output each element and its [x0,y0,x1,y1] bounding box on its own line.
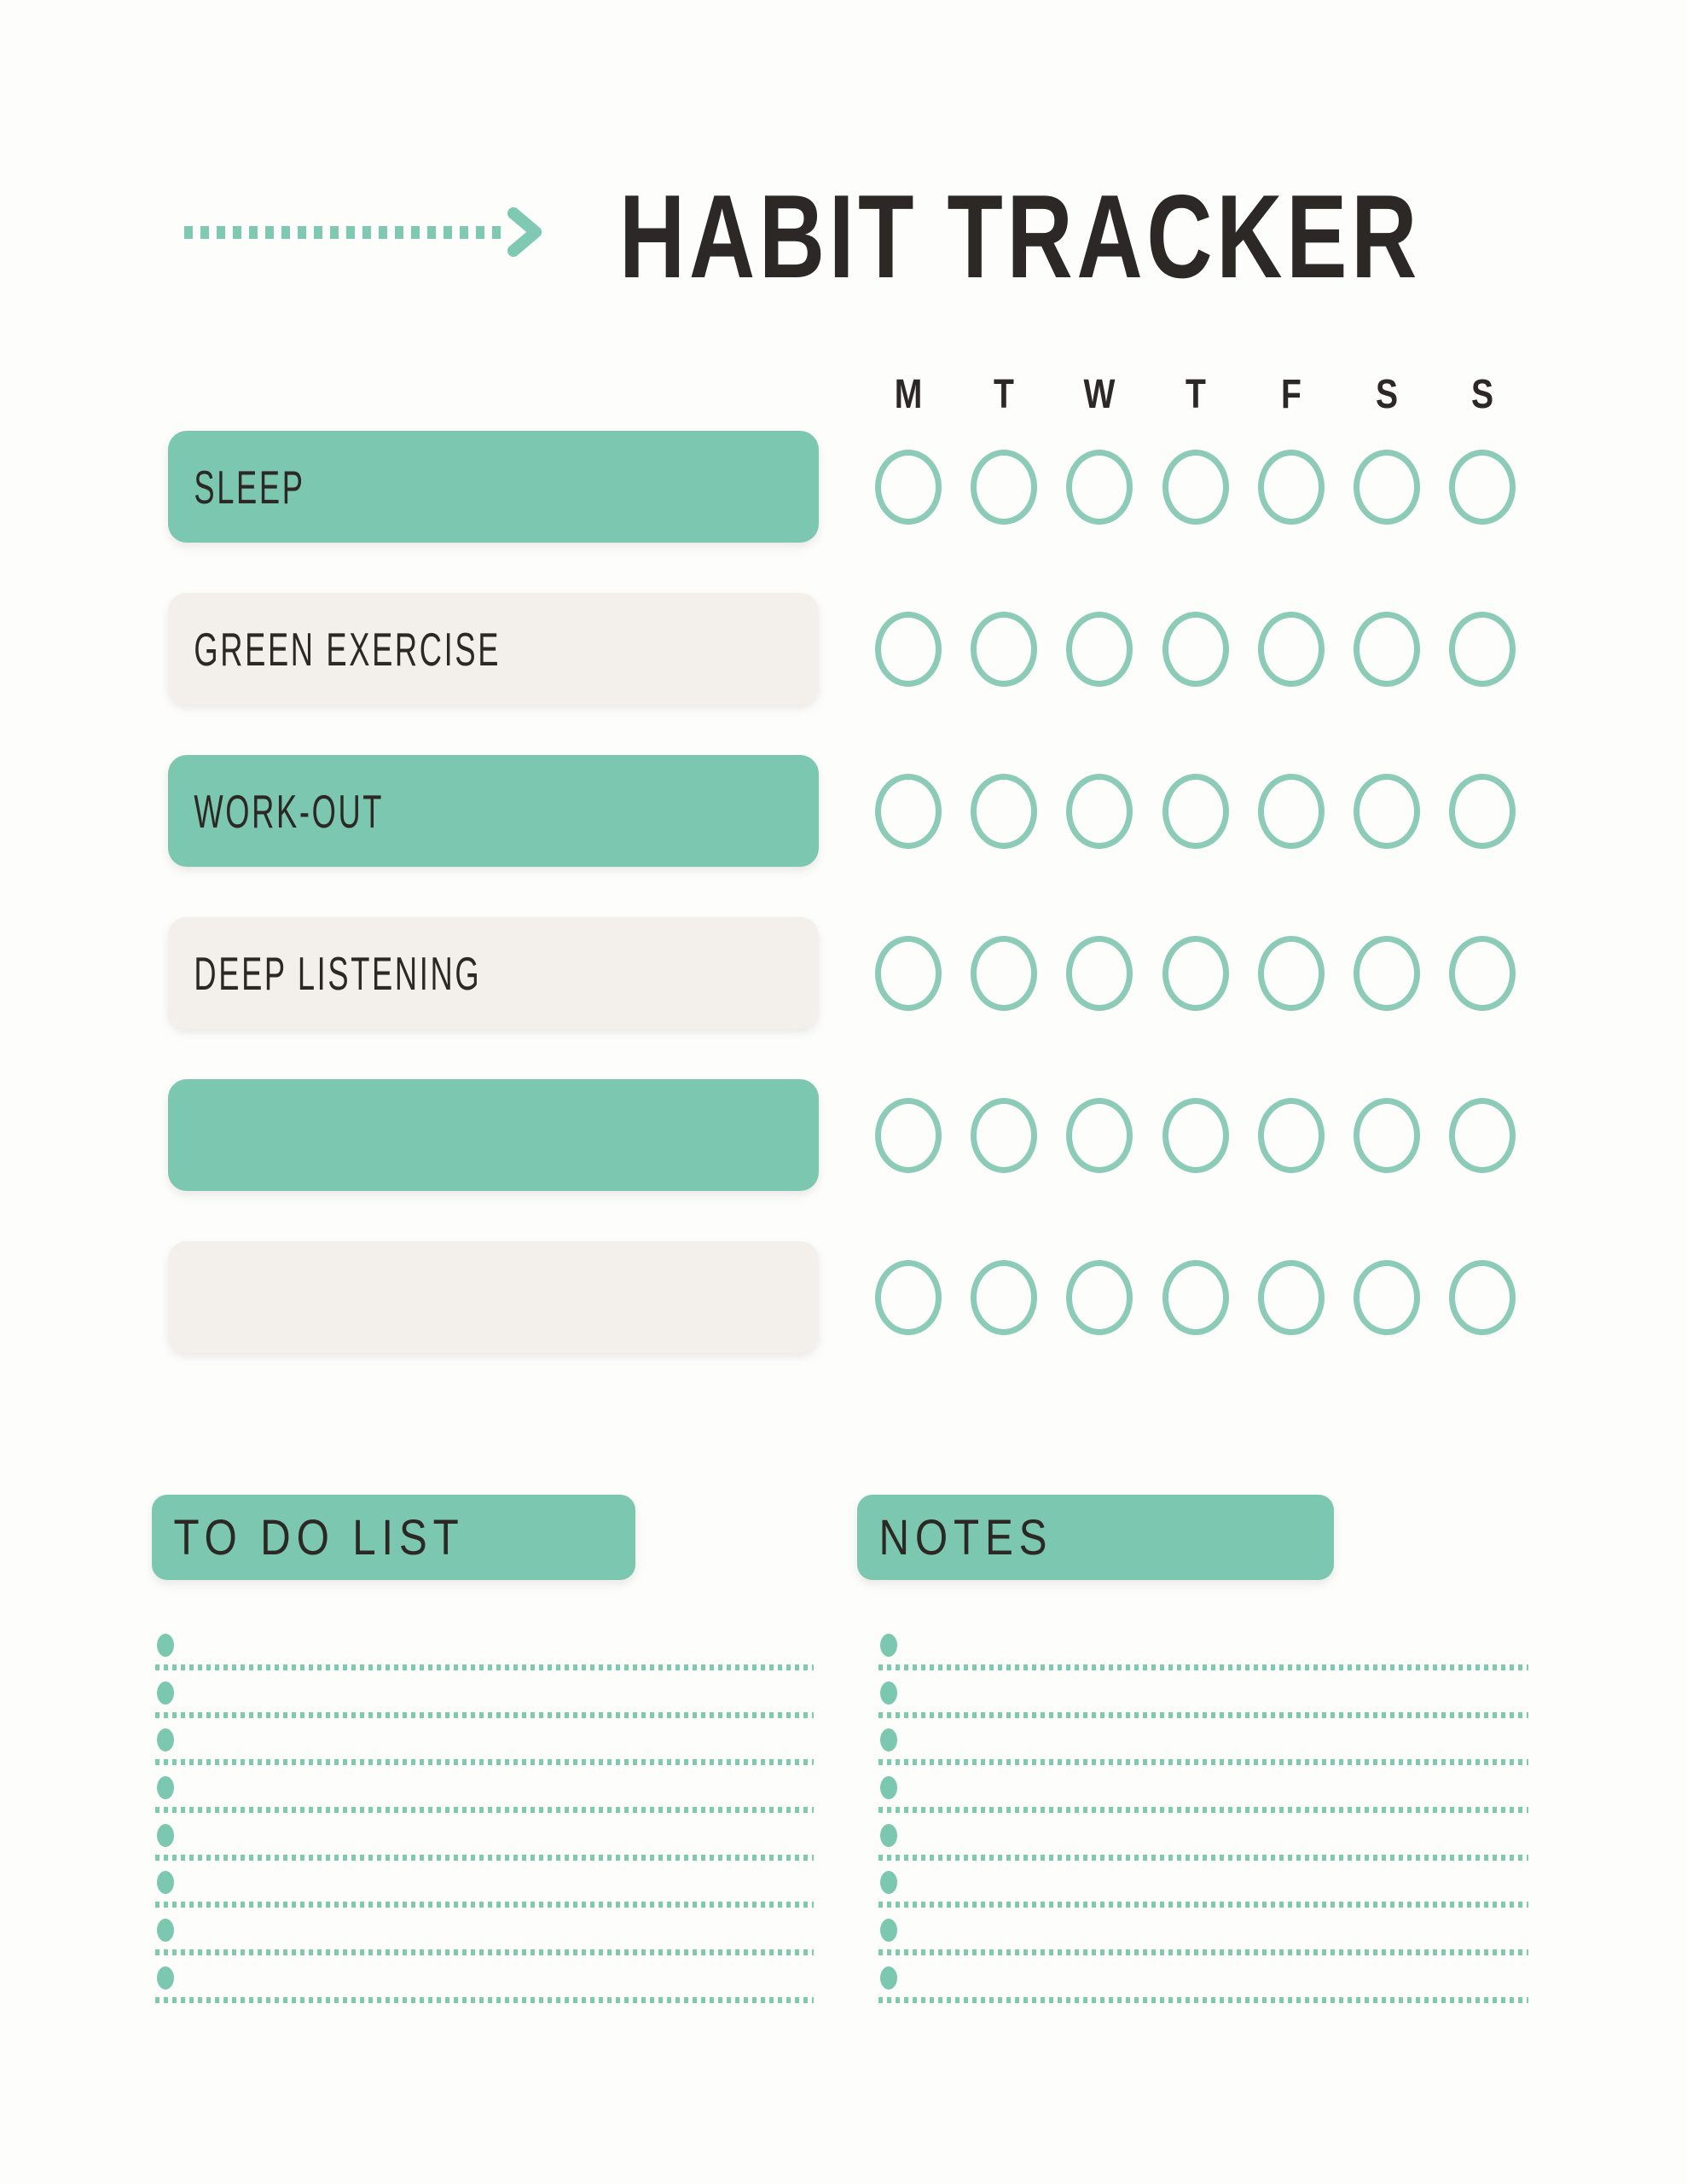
habit-checkbox-circle[interactable] [971,450,1037,525]
habit-label: SLEEP [194,460,305,514]
habit-row [0,1241,1687,1353]
bullet-dot-icon [157,1919,174,1942]
bullet-dot-icon [157,1682,174,1705]
habit-row [0,1079,1687,1191]
bullet-dot-icon [880,1871,897,1894]
habit-checkbox-circle[interactable] [1449,1098,1516,1173]
bullet-dot-icon [880,1634,897,1657]
habit-checkbox-circle[interactable] [875,936,942,1011]
list-item [155,1623,814,1670]
habit-checkbox-circle[interactable] [971,1098,1037,1173]
habit-row [0,917,1687,1029]
bullet-dot-icon [157,1634,174,1657]
dotted-writing-line [155,1997,814,2003]
list-item [155,1955,814,2003]
habit-checkbox-circle[interactable] [971,612,1037,687]
habit-checkbox-circle[interactable] [1162,1098,1229,1173]
habit-label-box [168,1241,819,1353]
day-header-letter: S [1375,369,1399,417]
habit-checkbox-circle[interactable] [1354,936,1420,1011]
habit-checkbox-circle[interactable] [1354,774,1420,849]
bullet-dot-icon [880,1824,897,1847]
list-item [878,1765,1528,1813]
day-header-letter: T [1185,369,1206,417]
bullet-dot-icon [157,1776,174,1799]
habit-checkbox-circle[interactable] [1449,774,1516,849]
habit-checkbox-circle[interactable] [1258,1098,1325,1173]
habit-checkbox-circle[interactable] [1258,774,1325,849]
list-item [878,1908,1528,1955]
habit-checkbox-circle[interactable] [1449,936,1516,1011]
habit-label-box [168,593,819,705]
habit-checkbox-circle[interactable] [1449,1260,1516,1335]
todo-list [155,1623,814,2003]
habit-checkbox-circle[interactable] [1354,450,1420,525]
bullet-dot-icon [880,1728,897,1751]
habit-checkbox-circle[interactable] [1066,450,1133,525]
day-header-letter: F [1280,369,1301,417]
day-header-letter: W [1083,369,1116,417]
day-header-letter: T [994,369,1015,417]
habit-checkbox-circle[interactable] [971,936,1037,1011]
arrow-dashes [184,226,505,239]
list-item [878,1717,1528,1765]
habit-checkbox-circle[interactable] [875,612,942,687]
list-item [878,1623,1528,1670]
habit-checkbox-circle[interactable] [971,774,1037,849]
dotted-writing-line [878,1997,1528,2003]
list-item [155,1670,814,1718]
bullet-dot-icon [157,1728,174,1751]
habit-checkbox-circle[interactable] [1066,1098,1133,1173]
list-item [878,1813,1528,1861]
habit-checkbox-circle[interactable] [1162,774,1229,849]
habit-checkbox-circle[interactable] [971,1260,1037,1335]
bullet-dot-icon [880,1966,897,1989]
habit-checkbox-circle[interactable] [875,1098,942,1173]
habit-checkbox-circle[interactable] [1258,450,1325,525]
habit-checkbox-circle[interactable] [1354,612,1420,687]
habit-checkbox-circle[interactable] [1258,936,1325,1011]
habit-checkbox-circle[interactable] [1258,1260,1325,1335]
habit-checkbox-circle[interactable] [1162,936,1229,1011]
habit-checkbox-circle[interactable] [875,1260,942,1335]
list-item [155,1908,814,1955]
notes-title: NOTES [878,1509,1053,1565]
habit-checkbox-circle[interactable] [875,774,942,849]
list-item [878,1860,1528,1908]
habit-checkbox-circle[interactable] [1354,1098,1420,1173]
bullet-dot-icon [157,1824,174,1847]
bullet-dot-icon [157,1871,174,1894]
dashed-arrow-icon [184,203,551,261]
habit-checkbox-circle[interactable] [1258,612,1325,687]
habit-row [0,593,1687,705]
notes-header [857,1495,1334,1580]
arrow-head-icon [505,205,549,259]
day-header-row [0,369,1687,417]
page-title: HABIT TRACKER [619,171,1422,303]
todo-header [152,1495,635,1580]
habit-label-box [168,917,819,1029]
habit-label: WORK-OUT [194,784,385,838]
list-item [155,1717,814,1765]
day-header-letter: S [1471,369,1494,417]
bullet-dot-icon [880,1682,897,1705]
habit-checkbox-circle[interactable] [1354,1260,1420,1335]
list-item [878,1670,1528,1718]
habit-label: DEEP LISTENING [194,946,482,1000]
habit-checkbox-circle[interactable] [1066,612,1133,687]
day-header-letter: M [894,369,923,417]
todo-title: TO DO LIST [173,1509,465,1565]
list-item [155,1765,814,1813]
notes-list [878,1623,1528,2003]
habit-checkbox-circle[interactable] [1066,774,1133,849]
bullet-dot-icon [880,1776,897,1799]
list-item [155,1860,814,1908]
habit-checkbox-circle[interactable] [1162,450,1229,525]
bullet-dot-icon [157,1966,174,1989]
habit-checkbox-circle[interactable] [1066,936,1133,1011]
habit-checkbox-circle[interactable] [1162,1260,1229,1335]
habit-label-box [168,431,819,543]
bullet-dot-icon [880,1919,897,1942]
habit-row [0,755,1687,867]
habit-checkbox-circle[interactable] [875,450,942,525]
habit-label-box [168,1079,819,1191]
habit-checkbox-circle[interactable] [1066,1260,1133,1335]
list-item [878,1955,1528,2003]
habit-label: GREEN EXERCISE [194,622,501,676]
list-item [155,1813,814,1861]
habit-label-box [168,755,819,867]
habit-checkbox-circle[interactable] [1449,612,1516,687]
habit-checkbox-circle[interactable] [1449,450,1516,525]
habit-checkbox-circle[interactable] [1162,612,1229,687]
habit-row [0,431,1687,543]
